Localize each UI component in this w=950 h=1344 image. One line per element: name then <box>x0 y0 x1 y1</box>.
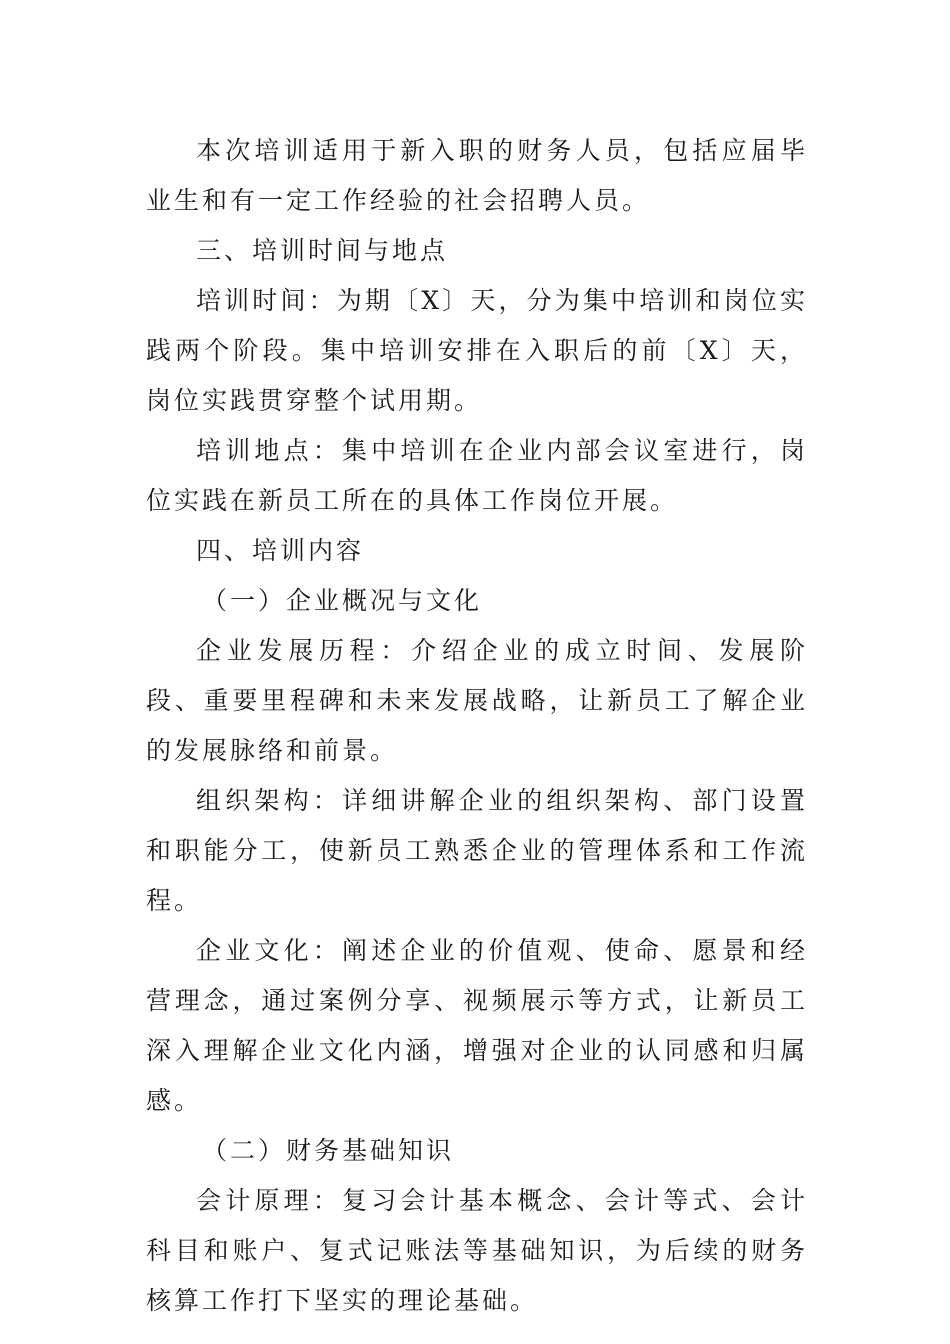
paragraph-org-structure: 组织架构：详细讲解企业的组织架构、部门设置和职能分工，使新员工熟悉企业的管理体系和工作流程。 <box>146 786 808 915</box>
subheading-finance-basics: （二）财务基础知识 <box>202 1136 455 1165</box>
document-body <box>146 126 808 1326</box>
paragraph-company-history: 企业发展历程：介绍企业的成立时间、发展阶段、重要里程碑和未来发展战略，让新员工了解企业的发展脉络和前景。 <box>146 636 808 765</box>
paragraph-training-time: 培训时间：为期〔X〕天，分为集中培训和岗位实践两个阶段。集中培训安排在入职后的前〔X〕天，岗位实践贯穿整个试用期。 <box>146 286 808 415</box>
paragraph-training-location: 培训地点：集中培训在企业内部会议室进行，岗位实践在新员工所在的具体工作岗位开展。 <box>146 436 808 515</box>
paragraph-scope: 本次培训适用于新入职的财务人员，包括应届毕业生和有一定工作经验的社会招聘人员。 <box>146 136 808 215</box>
paragraph-company-culture: 企业文化：阐述企业的价值观、使命、愿景和经营理念，通过案例分享、视频展示等方式，让新员工深入理解企业文化内涵，增强对企业的认同感和归属感。 <box>146 936 808 1115</box>
subheading-company-overview: （一）企业概况与文化 <box>202 586 483 615</box>
heading-section-4: 四、培训内容 <box>196 536 365 565</box>
heading-section-3: 三、培训时间与地点 <box>196 236 449 265</box>
paragraph-accounting-principles: 会计原理：复习会计基本概念、会计等式、会计科目和账户、复式记账法等基础知识，为后续的财务核算工作打下坚实的理论基础。 <box>146 1186 808 1315</box>
